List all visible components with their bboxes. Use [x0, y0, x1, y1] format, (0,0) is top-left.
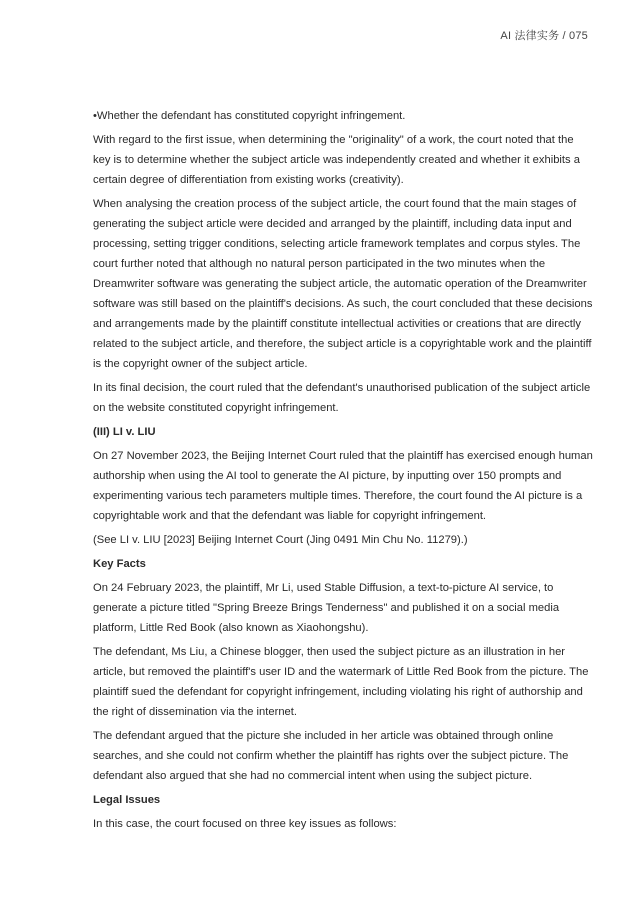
- page-body: [93, 106, 593, 838]
- paragraph-fact-2: The defendant, Ms Liu, a Chinese blogger, then used the subject picture as an illustration in her article, but removed the plaintiff's user ID and the watermark of Little Red Book from the picture. The plaintiff sued the defendant for copyright infringement, including violating his right of authorship and the right of dissemination via the internet.: [93, 646, 589, 718]
- paragraph-final-decision: In its final decision, the court ruled that the defendant's unauthorised publication of the subject article on the website constituted copyright infringement.: [93, 382, 591, 414]
- section-heading-legal-issues: Legal Issues: [93, 794, 161, 806]
- paragraph-citation: (See LI v. LIU [2023] Beijing Internet Court (Jing 0491 Min Chu No. 11279).): [93, 534, 468, 546]
- paragraph-ruling: On 27 November 2023, the Beijing Internet Court ruled that the plaintiff has exercised enough human authorship when using the AI tool to generate the AI picture, by inputting over 150 prompts and experimenting various tech parameters multiple times. Therefore, the court found the AI picture is a copyrightable work and that the defendant was liable for copyright infringement.: [93, 450, 593, 522]
- section-heading-li-v-liu: (III) LI v. LIU: [93, 426, 156, 438]
- section-heading-key-facts: Key Facts: [93, 558, 146, 570]
- bullet-item: • Whether the defendant has constituted copyright infringement.: [93, 106, 593, 126]
- paragraph-creation-process: When analysing the creation process of the subject article, the court found that the main stages of generating the subject article were decided and arranged by the plaintiff, including data input and processing, setting trigger conditions, selecting article framework templates and corpus styles. The court further noted that although no natural person participated in the two minutes when the Dreamwriter software was generating the subject article, the automatic operation of the Dreamwriter software was still based on the plaintiff's decisions. As such, the court concluded that these decisions and arrangements made by the plaintiff constitute intellectual activities or creations that are directly related to the subject article, and therefore, the subject article is a copyrightable work and the plaintiff is the copyright owner of the subject article.: [93, 198, 593, 370]
- paragraph-fact-1: On 24 February 2023, the plaintiff, Mr Li, used Stable Diffusion, a text-to-picture AI service, to generate a picture titled "Spring Breeze Brings Tenderness" and published it on a social media platform, Little Red Book (also known as Xiaohongshu).: [93, 582, 560, 634]
- page-header: AI 法律实务 / 075: [500, 30, 588, 42]
- paragraph-fact-3: The defendant argued that the picture she included in her article was obtained through online searches, and she could not confirm whether the plaintiff has rights over the subject picture. The defendant also argued that she had no commercial intent when using the subject picture.: [93, 730, 569, 782]
- paragraph-originality: With regard to the first issue, when determining the "originality" of a work, the court noted that the key is to determine whether the subject article was independently created and whether it exhibits a certain degree of differentiation from existing works (creativity).: [93, 134, 580, 186]
- paragraph-issues-intro: In this case, the court focused on three key issues as follows:: [93, 818, 397, 830]
